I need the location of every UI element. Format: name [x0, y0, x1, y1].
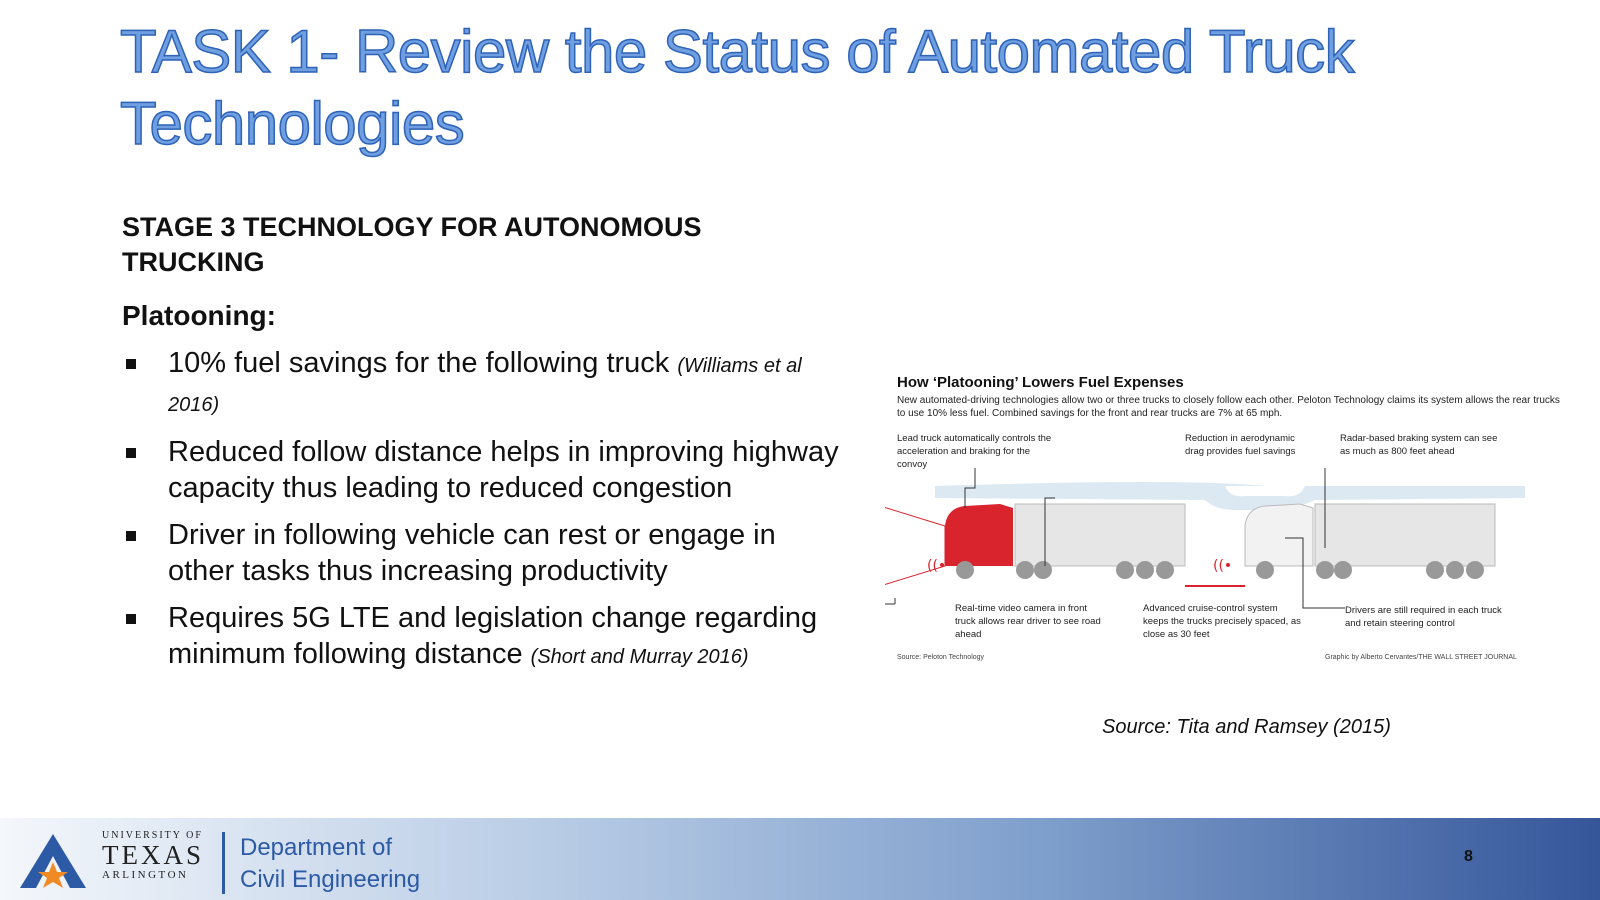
follow-trailer	[1315, 504, 1495, 566]
univ-line3: ARLINGTON	[102, 869, 189, 881]
univ-line1: UNIVERSITY OF	[102, 830, 203, 841]
wheel-icon	[1466, 561, 1484, 579]
wheel-icon	[956, 561, 974, 579]
department-name	[240, 832, 420, 896]
wheel-icon	[1136, 561, 1154, 579]
lead-truck-cab	[945, 504, 1013, 566]
platooning-heading: Platooning:	[122, 300, 276, 331]
dept-line2: Civil Engineering	[240, 866, 421, 893]
bullet-citation: (Short and Murray 2016)	[530, 646, 749, 668]
stage-heading: STAGE 3 TECHNOLOGY FOR AUTONOMOUS TRUCKING	[122, 212, 702, 277]
wheel-icon	[1316, 561, 1334, 579]
dept-line1: Department of	[240, 834, 393, 861]
graphic-description: New automated-driving technologies allow two or three trucks to closely follow each other. Peloton Technology claims its system allows the rear trucks to use 10% less fuel. Combined savings for the front and rear trucks are 7% at 65 mph.	[897, 395, 1560, 419]
bullet-item	[122, 600, 842, 675]
wheel-icon	[1446, 561, 1464, 579]
label-lead-truck: Lead truck automatically controls the acceleration and braking for the convoy	[897, 433, 1052, 470]
label-radar: Radar-based braking system can see as much as 800 feet ahead	[1340, 433, 1498, 457]
bullet-text: 10% fuel savings for the following truck	[168, 347, 678, 379]
footer-divider	[222, 832, 225, 894]
univ-line2: TEXAS	[102, 840, 204, 870]
bullet-citation: (Williams et al 2016)	[168, 355, 802, 416]
wheel-icon	[1034, 561, 1052, 579]
bullet-text: Driver in following vehicle can rest or engage in other tasks thus increasing productivity	[168, 519, 776, 587]
bullet-square-icon	[126, 448, 136, 458]
wheel-icon	[1156, 561, 1174, 579]
bullet-text: Requires 5G LTE and legislation change regarding minimum following distance	[168, 602, 818, 670]
bullet-square-icon	[126, 531, 136, 541]
label-camera: Real-time video camera in front truck allows rear driver to see road ahead	[955, 603, 1101, 640]
label-drivers: Drivers are still required in each truck and retain steering control	[1345, 605, 1502, 629]
slide-title: TASK 1- Review the Status of Automated Truck Technologies	[120, 18, 1355, 157]
label-aero-drag: Reduction in aerodynamic drag provides fuel savings	[1185, 433, 1296, 457]
image-source-caption: Source: Tita and Ramsey (2015)	[1102, 716, 1391, 738]
bullet-item	[122, 517, 842, 589]
wheel-icon	[1426, 561, 1444, 579]
label-cruise-control: Advanced cruise-control system keeps the trucks precisely spaced, as close as 30 feet	[1143, 603, 1301, 640]
page-number: 8	[1464, 848, 1473, 865]
graphic-credit: Graphic by Alberto Cervantes/THE WALL STREET JOURNAL	[1325, 654, 1517, 661]
bullet-square-icon	[126, 359, 136, 369]
wheel-icon	[1116, 561, 1134, 579]
wheel-icon	[1256, 561, 1274, 579]
lead-trailer	[1015, 504, 1185, 566]
bullet-item	[122, 434, 842, 506]
graphic-title: How ‘Platooning’ Lowers Fuel Expenses	[897, 374, 1184, 391]
bullet-list	[122, 345, 842, 686]
graphic-source: Source: Peloton Technology	[897, 654, 985, 661]
university-logo-text	[102, 830, 204, 881]
wheel-icon	[1016, 561, 1034, 579]
wheel-icon	[1334, 561, 1352, 579]
uta-logo-a-icon	[18, 832, 88, 890]
camera-view-icon	[885, 506, 945, 586]
leader-line	[965, 468, 975, 508]
bullet-item	[122, 345, 842, 423]
bullet-square-icon	[126, 614, 136, 624]
radar-wave-icon: ((•	[927, 558, 947, 574]
platooning-graphic	[885, 368, 1575, 678]
radar-wave-icon: ((•	[1213, 558, 1233, 574]
footer-bar	[0, 818, 1600, 900]
bullet-text: Reduced follow distance helps in improving highway capacity thus leading to reduced congestion	[168, 436, 839, 504]
